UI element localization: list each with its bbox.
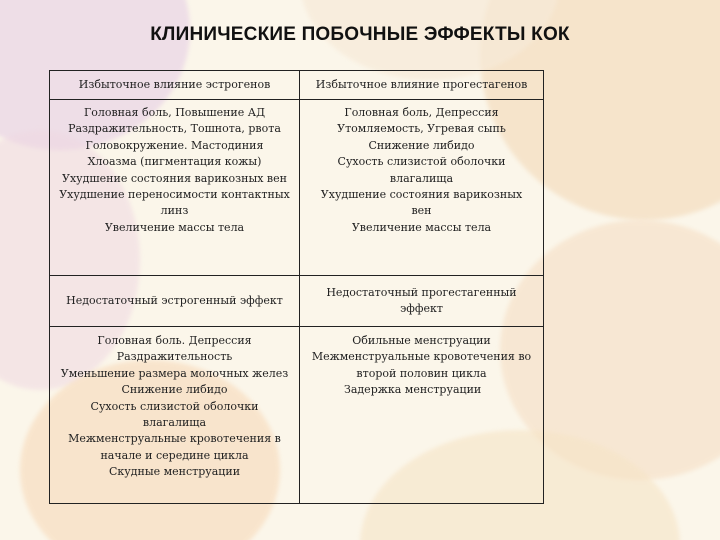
list-item: Ухудшение состояния варикозных вен <box>62 171 287 185</box>
list-item: Межменструальные кровотечения во <box>311 350 532 364</box>
list-item: Раздражительность <box>116 350 233 364</box>
table-row <box>50 276 544 327</box>
list-item: Ухудшение состояния варикозных <box>320 188 523 202</box>
list-item: Головная боль, Депрессия <box>344 106 499 119</box>
header-estrogen-excess: Избыточное влияние эстрогенов <box>50 71 300 100</box>
list-item: Раздражительность, Тошнота, рвота <box>68 122 281 136</box>
list-item: Обильные менструации <box>352 334 491 347</box>
list-item: влагалища <box>142 416 207 430</box>
list-item: Задержка менструации <box>344 383 482 397</box>
list-item: Снижение либидо <box>368 138 475 152</box>
table-row <box>50 100 544 276</box>
list-item: второй половин цикла <box>356 366 487 380</box>
estrogen-deficiency-effects <box>50 327 300 504</box>
list-item: Головокружение. Мастодиния <box>85 138 264 152</box>
estrogen-excess-effects <box>50 100 300 276</box>
list-item: Сухость слизистой оболочки <box>337 155 506 169</box>
list-item: Увеличение массы тела <box>104 220 245 234</box>
list-item: Уменьшение размера молочных желез <box>60 366 289 380</box>
list-item: начале и середине цикла <box>100 448 249 462</box>
list-item: Увеличение массы тела <box>351 220 492 234</box>
list-item: линз <box>160 204 189 218</box>
list-item: Снижение либидо <box>121 383 228 397</box>
list-item: Утомляемость, Угревая сыпь <box>337 122 506 136</box>
table-row <box>50 327 544 504</box>
list-item: Хлоазма (пигментация кожы) <box>87 155 262 169</box>
list-item: Головная боль, Повышение АД <box>83 106 266 119</box>
header-progestagen-deficiency <box>300 276 544 327</box>
progestagen-excess-effects <box>300 100 544 276</box>
list-item: эффект <box>400 302 443 315</box>
list-item: вен <box>411 204 432 218</box>
list-item: Межменструальные кровотечения в <box>68 432 281 446</box>
list-item: Головная боль. Депрессия <box>97 334 252 347</box>
list-item: Сухость слизистой оболочки <box>90 399 259 413</box>
header-estrogen-deficiency: Недостаточный эстрогенный эффект <box>50 276 300 327</box>
slide-title: КЛИНИЧЕСКИЕ ПОБОЧНЫЕ ЭФФЕКТЫ КОК <box>150 24 570 45</box>
list-item: Ухудшение переносимости контактных <box>59 188 290 202</box>
side-effects-table <box>49 70 544 504</box>
list-item: влагалища <box>389 171 454 185</box>
list-item: Скудные менструации <box>108 465 241 479</box>
table-header-row <box>50 71 544 100</box>
header-progestagen-excess: Избыточное влияние прогестагенов <box>300 71 544 100</box>
progestagen-deficiency-effects <box>300 327 544 504</box>
list-item: Недостаточный прогестагенный <box>326 285 517 299</box>
